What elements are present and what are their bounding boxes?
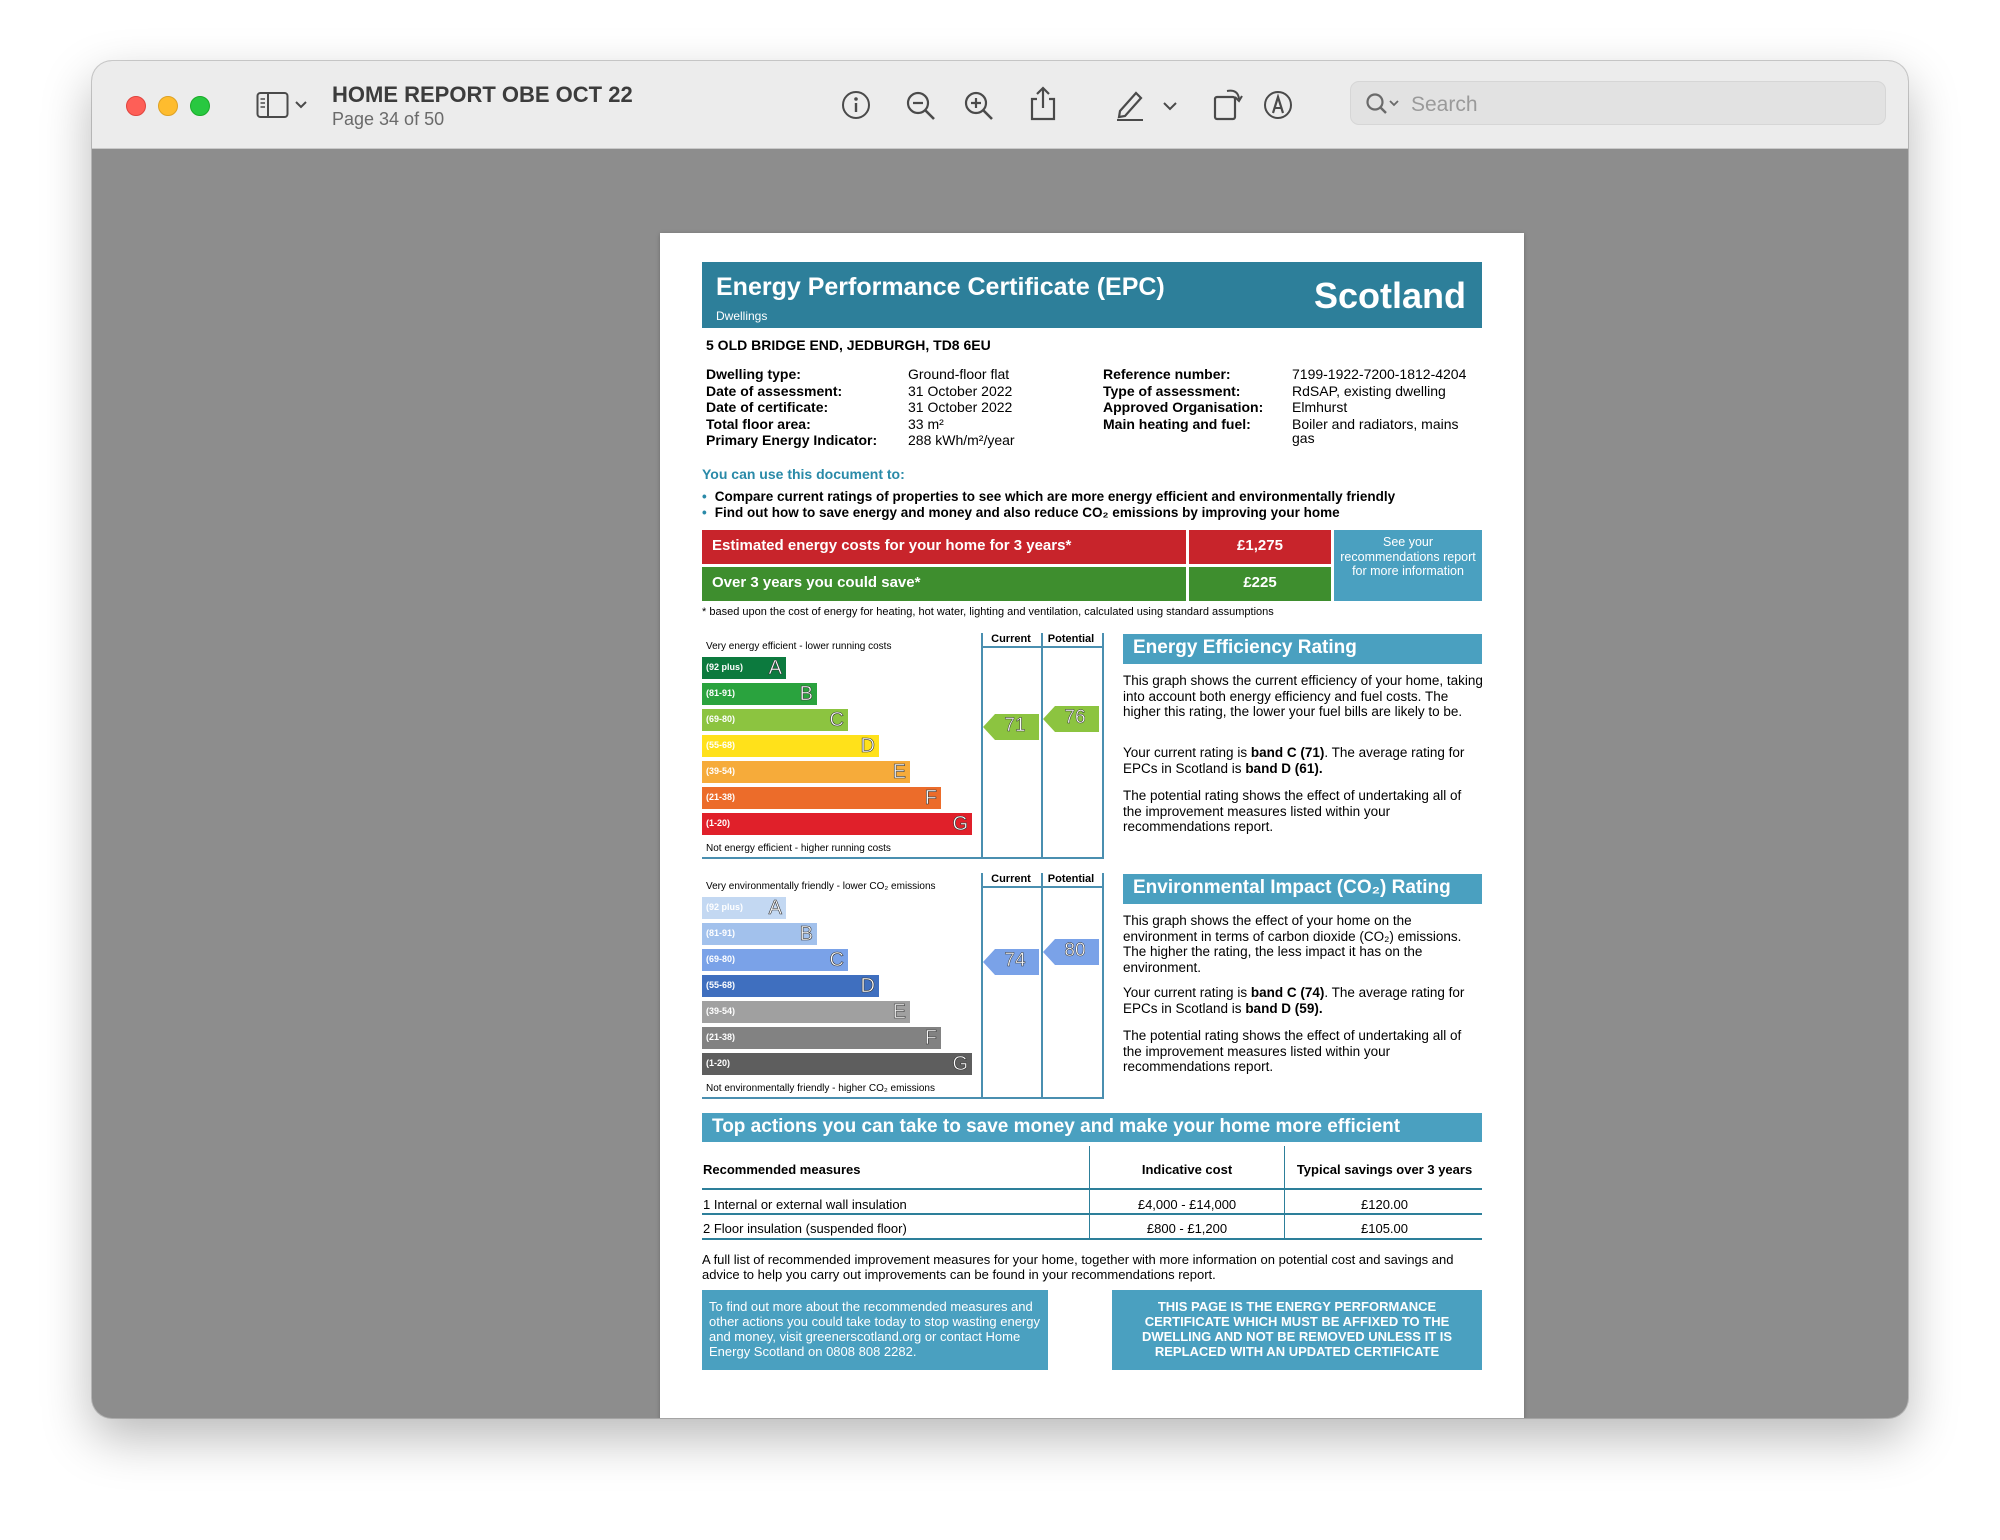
close-window-button[interactable] xyxy=(126,96,146,116)
potential-column-header: Potential xyxy=(1047,873,1095,885)
details-right-labels xyxy=(1103,366,1263,432)
sidebar-icon xyxy=(256,91,312,119)
chart-column-line xyxy=(1102,633,1104,857)
rating-band-c xyxy=(702,709,848,731)
more-info-box: To find out more about the recommended measures and other actions you could take today to stop wasting energy and money, visit greenerscotland.org or contact Home Energy Scotland on 0808 808 2282. xyxy=(702,1290,1048,1370)
table-row-cost: £4,000 - £14,000 xyxy=(1137,1197,1237,1212)
rotate-icon xyxy=(1212,85,1244,121)
bullet-item: • Find out how to save energy and money and also reduce CO₂ emissions by improving your home xyxy=(702,505,1340,520)
detail-label: Dwelling type: xyxy=(706,366,801,382)
detail-value: 288 kWh/m²/year xyxy=(908,432,1015,449)
band-range-label: (1-20) xyxy=(706,818,731,828)
current-rating-value: 74 xyxy=(1004,949,1026,971)
ee-description: This graph shows the current efficiency of your home, taking into account both energy efficiency and fuel costs. The higher this rating, the lower your fuel bills are likely to be. xyxy=(1123,673,1483,720)
epc-header-subtitle: Dwellings xyxy=(716,309,768,323)
table-divider xyxy=(1284,1146,1285,1239)
rating-band-e xyxy=(702,1001,910,1023)
potential-rating-value: 80 xyxy=(1064,940,1086,961)
current-column-header: Current xyxy=(991,633,1031,645)
table-row-cost: £800 - £1,200 xyxy=(1146,1221,1228,1236)
current-column-header: Current xyxy=(991,873,1031,885)
table-rule xyxy=(702,1238,1482,1240)
detail-value: gas xyxy=(1292,430,1315,447)
detail-label: Total floor area: xyxy=(706,415,811,432)
details-right-values xyxy=(1292,366,1466,445)
chart-column-line xyxy=(1041,873,1043,1097)
zoom-in-button[interactable] xyxy=(962,89,996,128)
detail-value: Boiler and radiators, mains xyxy=(1292,415,1459,432)
see-recommendations-box: See your recommendations report for more information xyxy=(1334,530,1482,601)
detail-label: Main heating and fuel: xyxy=(1103,415,1251,432)
affix-notice-box: THIS PAGE IS THE ENERGY PERFORMANCE CERTIFICATE WHICH MUST BE AFFIXED TO THE DWELLING AND NOT BE REMOVED UNLESS IT IS REPLACED WITH AN UPDATED CERTIFICATE xyxy=(1112,1290,1482,1370)
ei-potential-text: The potential rating shows the effect of undertaking all of the improvement measures listed within your recommendations report. xyxy=(1123,1028,1462,1075)
band-range-label: (39-54) xyxy=(706,1006,736,1016)
rating-band-b xyxy=(702,683,817,705)
band-range-label: (55-68) xyxy=(706,740,736,750)
sidebar-toggle-button[interactable] xyxy=(256,91,312,124)
preview-window xyxy=(92,61,1908,1418)
chart-bottom-line xyxy=(702,857,1104,859)
detail-value: Elmhurst xyxy=(1292,399,1348,416)
chevron-down-icon xyxy=(1162,100,1178,112)
search-placeholder: Search xyxy=(1411,93,1478,116)
band-letter: C xyxy=(829,709,844,731)
band-range-label: (21-38) xyxy=(706,1032,736,1042)
band-range-label: (21-38) xyxy=(706,792,736,802)
band-letter: G xyxy=(952,1053,968,1075)
energy-cost-value: £1,275 xyxy=(1189,530,1331,564)
property-address: 5 OLD BRIDGE END, JEDBURGH, TD8 6EU xyxy=(706,337,991,353)
table-row-measure: 1 Internal or external wall insulation xyxy=(703,1197,907,1212)
zoom-in-icon xyxy=(962,89,996,123)
chart-bottom-line xyxy=(702,1097,1104,1099)
pen-icon xyxy=(1114,87,1146,121)
ee-potential-text: The potential rating shows the effect of undertaking all of the improvement measures listed within your recommendations report. xyxy=(1123,788,1462,835)
detail-label: Date of certificate: xyxy=(706,399,829,416)
band-range-label: (92 plus) xyxy=(706,902,744,912)
rating-band-c xyxy=(702,949,848,971)
potential-column-header: Potential xyxy=(1047,633,1095,645)
potential-rating-arrow xyxy=(1043,706,1099,732)
epc-header-country: Scotland xyxy=(1313,275,1466,316)
annotate-button[interactable] xyxy=(1262,89,1294,126)
energy-cost-label: Estimated energy costs for your home for 3 years* xyxy=(702,530,1186,564)
rating-band-a xyxy=(702,897,786,919)
ei-current-rating-text: Your current rating is band C (74). The average rating for EPCs in Scotland is band D (59). xyxy=(1123,985,1465,1016)
annotate-icon xyxy=(1262,89,1294,121)
ee-current-rating-text: Your current rating is band C (71). The average rating for EPCs in Scotland is band D (61). xyxy=(1123,745,1465,776)
current-rating-value: 71 xyxy=(1004,714,1026,736)
chart-header-line xyxy=(981,886,1103,888)
chart-header-line xyxy=(981,646,1103,648)
search-field[interactable] xyxy=(1350,81,1886,125)
band-range-label: (39-54) xyxy=(706,766,736,776)
band-range-label: (1-20) xyxy=(706,1058,731,1068)
detail-label: Primary Energy Indicator: xyxy=(706,432,878,449)
table-rule xyxy=(702,1213,1482,1215)
rating-band-f xyxy=(702,1027,941,1049)
band-range-label: (69-80) xyxy=(706,714,736,724)
table-header-savings: Typical savings over 3 years xyxy=(1296,1162,1473,1177)
detail-label: Type of assessment: xyxy=(1103,382,1241,399)
detail-value: 31 October 2022 xyxy=(908,399,1013,416)
band-range-label: (81-91) xyxy=(706,688,736,698)
chart-column-line xyxy=(1041,633,1043,857)
band-range-label: (81-91) xyxy=(706,928,736,938)
document-title: HOME REPORT OBE OCT 22 xyxy=(332,82,633,107)
zoom-out-button[interactable] xyxy=(904,89,938,128)
band-letter: G xyxy=(952,813,968,835)
table-header-cost: Indicative cost xyxy=(1141,1162,1233,1177)
rotate-button[interactable] xyxy=(1212,85,1244,126)
chart-top-caption: Very environmentally friendly - lower CO₂ emissions xyxy=(706,881,936,892)
rating-band-d xyxy=(702,975,879,997)
energy-efficiency-chart xyxy=(702,633,1104,859)
zoom-out-icon xyxy=(904,89,938,123)
epc-page xyxy=(660,233,1524,1418)
rating-band-g xyxy=(702,1053,972,1075)
rating-band-g xyxy=(702,813,972,835)
title-bar xyxy=(92,61,1908,149)
info-button[interactable] xyxy=(840,89,872,126)
rating-band-e xyxy=(702,761,910,783)
detail-label: Reference number: xyxy=(1103,366,1231,382)
detail-label: Approved Organisation: xyxy=(1103,399,1264,416)
share-button[interactable] xyxy=(1028,85,1058,128)
detail-value: 33 m² xyxy=(908,415,944,432)
detail-label: Date of assessment: xyxy=(706,382,843,399)
use-document-heading: You can use this document to: xyxy=(702,466,905,482)
potential-rating-value: 76 xyxy=(1064,706,1086,728)
band-letter: D xyxy=(860,975,875,997)
epc-header-title: Energy Performance Certificate (EPC) xyxy=(716,273,1165,301)
savings-label: Over 3 years you could save* xyxy=(702,567,1186,601)
environmental-impact-chart xyxy=(702,873,1104,1099)
full-list-text: A full list of recommended improvement measures for your home, together with more information on potential cost and savings and advice to help you carry out improvements can be found in your recommendations report. xyxy=(702,1252,1454,1282)
detail-value: Ground-floor flat xyxy=(908,366,1010,382)
band-letter: B xyxy=(799,923,813,945)
rating-band-d xyxy=(702,735,879,757)
chart-top-caption: Very energy efficient - lower running costs xyxy=(706,641,892,652)
chart-column-line xyxy=(981,633,983,857)
details-left-values xyxy=(908,366,1015,449)
info-icon xyxy=(840,89,872,121)
top-actions-heading: Top actions you can take to save money and make your home more efficient xyxy=(702,1113,1482,1142)
table-row-measure: 2 Floor insulation (suspended floor) xyxy=(703,1221,907,1236)
markup-menu-button[interactable] xyxy=(1162,99,1178,117)
chart-bottom-caption: Not environmentally friendly - higher CO₂ emissions xyxy=(706,1083,935,1094)
band-letter: E xyxy=(892,1001,906,1023)
table-rule xyxy=(702,1188,1482,1190)
share-icon xyxy=(1028,85,1058,123)
band-range-label: (69-80) xyxy=(706,954,736,964)
table-row-savings: £105.00 xyxy=(1361,1221,1408,1236)
band-letter: C xyxy=(829,949,844,971)
search-icon xyxy=(1365,92,1401,116)
band-letter: A xyxy=(768,657,782,679)
detail-value: 7199-1922-7200-1812-4204 xyxy=(1292,366,1467,382)
ei-description: This graph shows the effect of your home on the environment in terms of carbon dioxide (CO₂) emissions. The higher the rating, the less impact it has on the environment. xyxy=(1123,913,1462,975)
band-range-label: (92 plus) xyxy=(706,662,744,672)
band-letter: D xyxy=(860,735,875,757)
savings-value: £225 xyxy=(1189,567,1331,601)
band-letter: B xyxy=(799,683,813,705)
current-rating-arrow xyxy=(983,714,1039,740)
band-letter: F xyxy=(924,1027,937,1049)
chart-bottom-caption: Not energy efficient - higher running costs xyxy=(706,843,891,854)
minimize-window-button[interactable] xyxy=(158,96,178,116)
bullet-item: • Compare current ratings of properties to see which are more energy efficient and environmentally friendly xyxy=(702,489,1396,504)
table-row-savings: £120.00 xyxy=(1361,1197,1408,1212)
page-indicator: Page 34 of 50 xyxy=(332,109,445,129)
chart-column-line xyxy=(981,873,983,1097)
band-letter: E xyxy=(892,761,906,783)
potential-rating-arrow xyxy=(1043,939,1099,965)
environmental-impact-heading: Environmental Impact (CO₂) Rating xyxy=(1123,874,1482,904)
table-header-measure: Recommended measures xyxy=(703,1162,861,1177)
rating-band-b xyxy=(702,923,817,945)
details-left-labels xyxy=(706,366,877,449)
cost-footnote: * based upon the cost of energy for heating, hot water, lighting and ventilation, calculated using standard assumptions xyxy=(702,606,1274,618)
current-rating-arrow xyxy=(983,949,1039,975)
energy-efficiency-heading: Energy Efficiency Rating xyxy=(1123,634,1482,664)
band-letter: A xyxy=(768,897,782,919)
chart-column-line xyxy=(1102,873,1104,1097)
detail-value: 31 October 2022 xyxy=(908,382,1013,399)
rating-band-a xyxy=(702,657,786,679)
zoom-window-button[interactable] xyxy=(190,96,210,116)
markup-button[interactable] xyxy=(1114,87,1146,126)
rating-band-f xyxy=(702,787,941,809)
band-letter: F xyxy=(924,787,937,809)
epc-header xyxy=(702,262,1482,328)
detail-value: RdSAP, existing dwelling xyxy=(1292,382,1446,399)
band-range-label: (55-68) xyxy=(706,980,736,990)
